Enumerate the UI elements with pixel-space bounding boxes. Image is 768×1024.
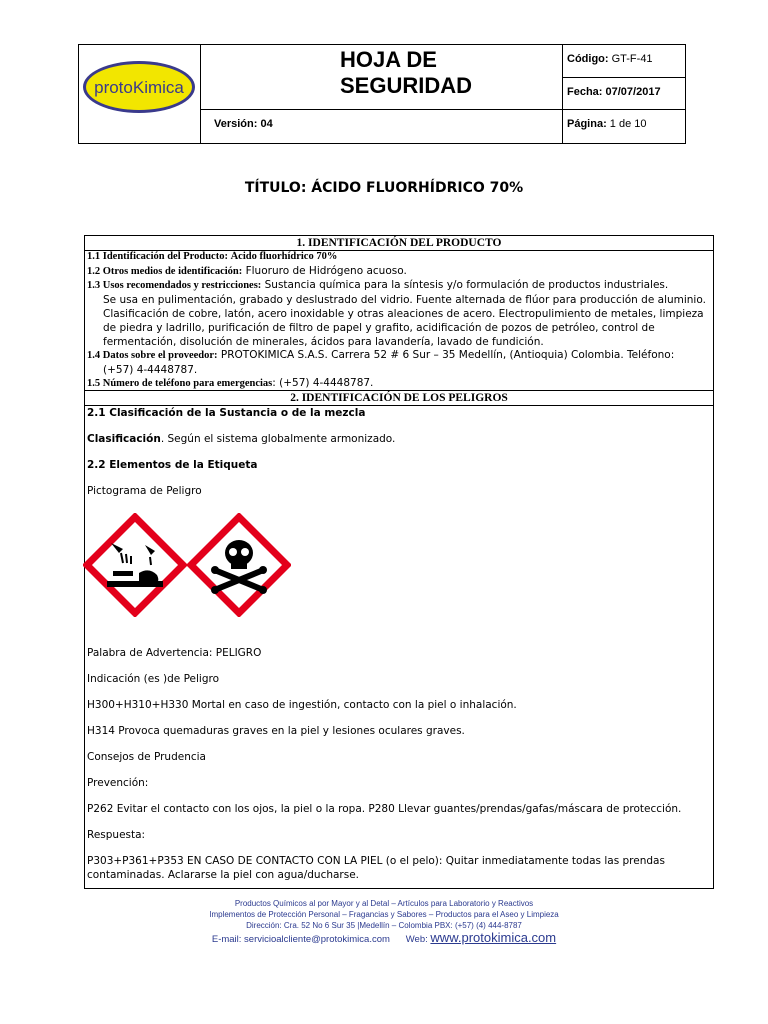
logo-text-kimica: Kimica [132,78,184,97]
row-1-2 [87,264,711,279]
pagina-cell [563,110,685,143]
row-1-5 [87,376,711,391]
row-1-1 [87,250,711,264]
clasificacion-value: . Según el sistema globalmente armonizado. [160,433,396,445]
subsection-2-2: 2.2 Elementos de la Etiqueta [87,459,258,471]
logo-cell [79,45,201,143]
prevencion-label: Prevención: [87,777,149,789]
pictograma-label: Pictograma de Peligro [87,485,202,497]
content-table [84,235,714,889]
row-1-3-continuation: Se usa en pulimentación, grabado y deslustrado del vidrio. Fuente alternada de flúor para producción de aluminio. Clasificación de cobre, latón, acero inoxidable y otras aleaciones de acero. Electropulimiento de metales, limpieza de piedra y ladrillo, purificación de filtro de papel y grafito, acidificación de pozos de petróleo, control de fermentación, disolución de minerales, ácidos para lavandería, lavado de fundición. [103,294,706,348]
row-1-5-label: 1.5 Número de teléfono para emergencias [87,378,273,389]
row-1-4-value: PROTOKIMICA S.A.S. Carrera 52 # 6 Sur – 35 Medellín, (Antioquia) Colombia. Teléfono: [217,349,675,361]
codigo-cell [563,45,685,78]
row-1-4-continuation: (+57) 4-4448787. [103,364,198,376]
pagina-label: Página: [567,118,607,130]
palabra-advertencia: Palabra de Advertencia: PELIGRO [87,647,262,659]
row-1-3-label: 1.3 Usos recomendados y restricciones: [87,280,262,291]
subsection-2-1: 2.1 Clasificación de la Sustancia o de la mezcla [87,407,366,419]
row-1-2-value: Fluoruro de Hidrógeno acuoso. [242,265,407,277]
row-1-2-label: 1.2 Otros medios de identificación: [87,266,243,277]
skull-crossbones-pictogram-icon [187,513,291,617]
codigo-value: GT-F-41 [608,53,653,65]
codigo-label: Código: [567,53,609,65]
document-title: HOJA DE SEGURIDAD [340,47,473,98]
section-2-heading: 2. IDENTIFICACIÓN DE LOS PELIGROS [85,390,713,406]
corrosion-pictogram-icon [83,513,187,617]
row-1-5-value: : (+57) 4-4448787. [272,377,374,389]
page-footer [0,898,768,945]
indicacion-peligro: Indicación (es )de Peligro [87,673,219,685]
footer-contact [0,932,768,945]
h300-statement: H300+H310+H330 Mortal en caso de ingestión, contacto con la piel o inhalación. [87,699,517,711]
row-1-4-label: 1.4 Datos sobre el proveedor: [87,350,218,361]
section-1-heading: 1. IDENTIFICACIÓN DEL PRODUCTO [85,236,713,251]
row-1-1-label: 1.1 Identificación del Producto: Ácido fluorhídrico 70% [87,251,338,262]
svg-text:protoKimica [94,78,184,97]
logo-text-proto: proto [94,78,133,97]
consejos-prudencia: Consejos de Prudencia [87,751,206,763]
footer-web-link[interactable]: www.protokimica.com [430,930,557,945]
fecha-cell [563,78,685,110]
row-1-3-value: Sustancia química para la síntesis y/o formulación de productos industriales. [261,279,669,291]
fecha-label: Fecha: 07/07/2017 [567,86,661,98]
document-header [78,44,686,144]
footer-email[interactable]: E-mail: servicioalcliente@protokimica.com [211,934,390,945]
footer-line-3: Dirección: Cra. 52 No 6 Sur 35 |Medellín – Colombia PBX: (+57) (4) 444-8787 [246,921,522,930]
row-1-3 [87,278,711,349]
respuesta-label: Respuesta: [87,829,146,841]
title-cell [200,45,563,110]
p303-statement: P303+P361+P353 EN CASO DE CONTACTO CON LA PIEL (o el pelo): Quitar inmediatamente todas las prendas contaminadas. Aclararse la piel con agua/ducharse. [87,855,665,881]
p262-statement: P262 Evitar el contacto con los ojos, la piel o la ropa. P280 Llevar guantes/prendas/gafas/máscara de protección. [87,803,682,815]
clasificacion-label: Clasificación [87,433,161,445]
version-cell [200,110,563,143]
footer-web-label: Web: [405,934,428,945]
page-title: TÍTULO: ÁCIDO FLUORHÍDRICO 70% [244,180,524,196]
row-1-4 [87,348,711,377]
footer-line-2: Implementos de Protección Personal – Fragancias y Sabores – Productos para el Aseo y Limpieza [209,910,559,919]
version-label: Versión: 04 [214,118,273,130]
protokimica-logo [79,45,200,143]
h314-statement: H314 Provoca quemaduras graves en la piel y lesiones oculares graves. [87,725,465,737]
footer-line-1: Productos Químicos al por Mayor y al Detal – Artículos para Laboratorio y Reactivos [234,899,534,908]
pagina-value: 1 de 10 [606,118,647,130]
